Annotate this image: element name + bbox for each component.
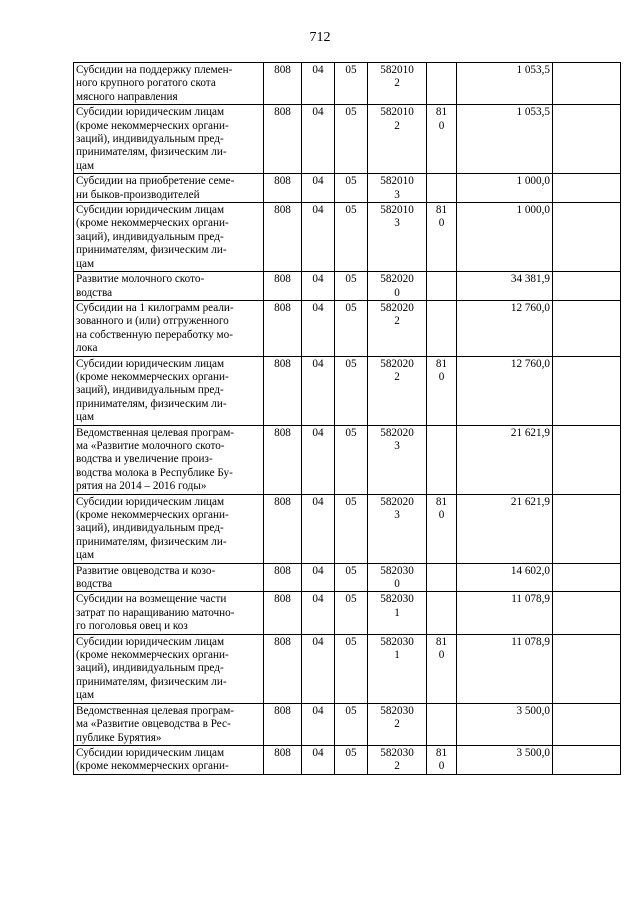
target-article-cell: 582030 1 [368, 592, 427, 634]
target-article-cell: 582030 0 [368, 563, 427, 592]
amount-cell: 12 760,0 [457, 356, 553, 425]
amount-cell: 1 000,0 [457, 174, 553, 203]
section-code-cell: 04 [302, 634, 335, 703]
expense-type-cell: 81 0 [427, 494, 457, 563]
empty-cell [553, 272, 621, 301]
section-code-cell: 04 [302, 425, 335, 494]
budget-table-body [74, 63, 621, 775]
expense-type-cell [427, 703, 457, 745]
subsection-code-cell: 05 [335, 356, 368, 425]
subsection-code-cell: 05 [335, 745, 368, 774]
row-name-cell: Субсидии на 1 килограмм реали- зованного и (или) отгруженного на собственную переработку мо- лока [74, 300, 264, 356]
ministry-code-cell: 808 [264, 272, 302, 301]
subsection-code-cell: 05 [335, 425, 368, 494]
table-row [74, 634, 621, 703]
ministry-code-cell: 808 [264, 494, 302, 563]
ministry-code-cell: 808 [264, 563, 302, 592]
target-article-cell: 582030 2 [368, 703, 427, 745]
ministry-code-cell: 808 [264, 174, 302, 203]
subsection-code-cell: 05 [335, 563, 368, 592]
ministry-code-cell: 808 [264, 425, 302, 494]
empty-cell [553, 634, 621, 703]
row-name-cell: Субсидии юридическим лицам (кроме некоммерческих органи- заций), индивидуальным пред- принимателям, физическим ли- цам [74, 356, 264, 425]
row-name-cell: Субсидии юридическим лицам (кроме некоммерческих органи- заций), индивидуальным пред- принимателям, физическим ли- цам [74, 203, 264, 272]
subsection-code-cell: 05 [335, 105, 368, 174]
ministry-code-cell: 808 [264, 703, 302, 745]
empty-cell [553, 425, 621, 494]
section-code-cell: 04 [302, 745, 335, 774]
section-code-cell: 04 [302, 494, 335, 563]
subsection-code-cell: 05 [335, 703, 368, 745]
subsection-code-cell: 05 [335, 272, 368, 301]
target-article-cell: 582010 2 [368, 105, 427, 174]
row-name-cell: Субсидии на возмещение части затрат по наращиванию маточно- го поголовья овец и коз [74, 592, 264, 634]
table-row [74, 174, 621, 203]
target-article-cell: 582020 2 [368, 300, 427, 356]
table-row [74, 105, 621, 174]
section-code-cell: 04 [302, 356, 335, 425]
target-article-cell: 582030 2 [368, 745, 427, 774]
ministry-code-cell: 808 [264, 63, 302, 105]
empty-cell [553, 174, 621, 203]
subsection-code-cell: 05 [335, 634, 368, 703]
page-number: 712 [309, 30, 331, 45]
row-name-cell: Субсидии на поддержку племен- ного крупного рогатого скота мясного направления [74, 63, 264, 105]
subsection-code-cell: 05 [335, 300, 368, 356]
row-name-cell: Развитие овцеводства и козо- водства [74, 563, 264, 592]
table-row [74, 494, 621, 563]
ministry-code-cell: 808 [264, 203, 302, 272]
amount-cell: 3 500,0 [457, 703, 553, 745]
amount-cell: 34 381,9 [457, 272, 553, 301]
expense-type-cell: 81 0 [427, 105, 457, 174]
row-name-cell: Развитие молочного ското- водства [74, 272, 264, 301]
expense-type-cell [427, 563, 457, 592]
empty-cell [553, 563, 621, 592]
target-article-cell: 582020 2 [368, 356, 427, 425]
expense-type-cell: 81 0 [427, 203, 457, 272]
ministry-code-cell: 808 [264, 105, 302, 174]
expense-type-cell [427, 272, 457, 301]
target-article-cell: 582020 3 [368, 425, 427, 494]
table-row [74, 203, 621, 272]
row-name-cell: Ведомственная целевая програм- ма «Развитие молочного ското- водства и увеличение произ- водства молока в Республике Бу- рятия на 2014 – 2016 годы» [74, 425, 264, 494]
target-article-cell: 582010 3 [368, 174, 427, 203]
ministry-code-cell: 808 [264, 634, 302, 703]
expense-type-cell [427, 174, 457, 203]
empty-cell [553, 105, 621, 174]
empty-cell [553, 203, 621, 272]
amount-cell: 12 760,0 [457, 300, 553, 356]
amount-cell: 11 078,9 [457, 592, 553, 634]
empty-cell [553, 300, 621, 356]
ministry-code-cell: 808 [264, 745, 302, 774]
section-code-cell: 04 [302, 563, 335, 592]
amount-cell: 1 053,5 [457, 63, 553, 105]
table-row [74, 272, 621, 301]
row-name-cell: Субсидии юридическим лицам (кроме некоммерческих органи- заций), индивидуальным пред- принимателям, физическим ли- цам [74, 494, 264, 563]
section-code-cell: 04 [302, 703, 335, 745]
section-code-cell: 04 [302, 203, 335, 272]
target-article-cell: 582030 1 [368, 634, 427, 703]
table-row [74, 356, 621, 425]
section-code-cell: 04 [302, 105, 335, 174]
empty-cell [553, 63, 621, 105]
amount-cell: 21 621,9 [457, 425, 553, 494]
target-article-cell: 582020 3 [368, 494, 427, 563]
empty-cell [553, 356, 621, 425]
row-name-cell: Субсидии юридическим лицам (кроме некоммерческих органи- заций), индивидуальным пред- принимателям, физическим ли- цам [74, 105, 264, 174]
table-row [74, 300, 621, 356]
expense-type-cell: 81 0 [427, 745, 457, 774]
target-article-cell: 582020 0 [368, 272, 427, 301]
expense-type-cell [427, 592, 457, 634]
subsection-code-cell: 05 [335, 592, 368, 634]
ministry-code-cell: 808 [264, 592, 302, 634]
empty-cell [553, 745, 621, 774]
table-row [74, 63, 621, 105]
row-name-cell: Субсидии юридическим лицам (кроме некоммерческих органи- заций), индивидуальным пред- принимателям, физическим ли- цам [74, 634, 264, 703]
target-article-cell: 582010 2 [368, 63, 427, 105]
row-name-cell: Субсидии на приобретение семе- ни быков-производителей [74, 174, 264, 203]
amount-cell: 3 500,0 [457, 745, 553, 774]
target-article-cell: 582010 3 [368, 203, 427, 272]
row-name-cell: Субсидии юридическим лицам (кроме некоммерческих органи- [74, 745, 264, 774]
expense-type-cell: 81 0 [427, 634, 457, 703]
section-code-cell: 04 [302, 592, 335, 634]
expense-type-cell [427, 300, 457, 356]
amount-cell: 14 602,0 [457, 563, 553, 592]
subsection-code-cell: 05 [335, 203, 368, 272]
expense-type-cell: 81 0 [427, 356, 457, 425]
section-code-cell: 04 [302, 63, 335, 105]
amount-cell: 21 621,9 [457, 494, 553, 563]
subsection-code-cell: 05 [335, 494, 368, 563]
amount-cell: 11 078,9 [457, 634, 553, 703]
subsection-code-cell: 05 [335, 63, 368, 105]
table-row [74, 703, 621, 745]
amount-cell: 1 053,5 [457, 105, 553, 174]
row-name-cell: Ведомственная целевая програм- ма «Развитие овцеводства в Рес- публике Бурятия» [74, 703, 264, 745]
table-row [74, 745, 621, 774]
empty-cell [553, 703, 621, 745]
ministry-code-cell: 808 [264, 356, 302, 425]
empty-cell [553, 592, 621, 634]
budget-table [73, 62, 621, 775]
table-row [74, 563, 621, 592]
table-row [74, 425, 621, 494]
table-row [74, 592, 621, 634]
section-code-cell: 04 [302, 174, 335, 203]
expense-type-cell [427, 425, 457, 494]
amount-cell: 1 000,0 [457, 203, 553, 272]
section-code-cell: 04 [302, 272, 335, 301]
expense-type-cell [427, 63, 457, 105]
ministry-code-cell: 808 [264, 300, 302, 356]
subsection-code-cell: 05 [335, 174, 368, 203]
section-code-cell: 04 [302, 300, 335, 356]
empty-cell [553, 494, 621, 563]
